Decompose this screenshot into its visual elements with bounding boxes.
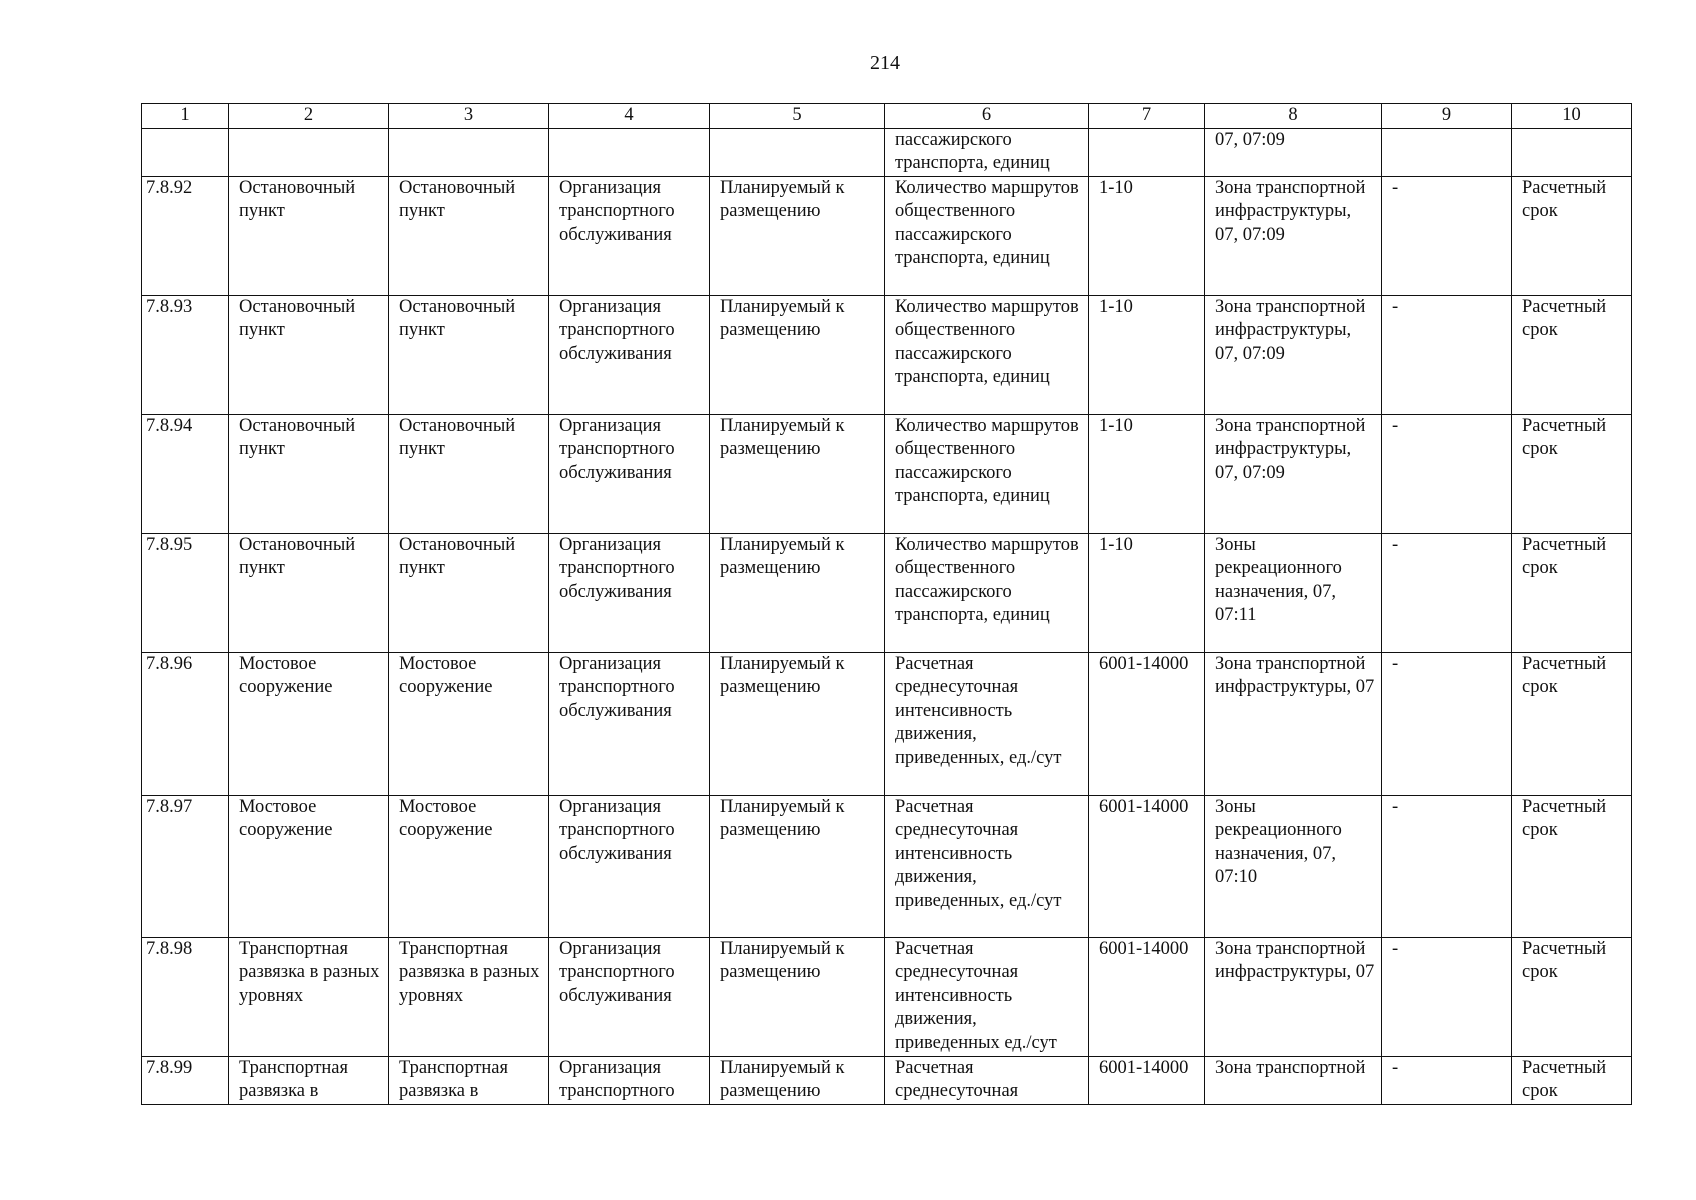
table-cell: Количество маршрутов общественного пассажирского транспорта, единиц [885, 533, 1089, 652]
table-cell: Мостовое сооружение [229, 795, 389, 937]
table-cell: - [1382, 414, 1512, 533]
column-header: 8 [1205, 104, 1382, 129]
table-cell: 6001-14000 [1089, 937, 1205, 1056]
table-cell: Мостовое сооружение [389, 795, 549, 937]
table-row [142, 176, 1632, 295]
table-row [142, 533, 1632, 652]
table-cell: Расчетный срок [1512, 652, 1632, 795]
table-cell: 7.8.97 [142, 795, 229, 937]
table-cell: - [1382, 937, 1512, 1056]
table-cell: Транспортная развязка в [389, 1056, 549, 1104]
page-number: 214 [870, 52, 900, 74]
table-row [142, 414, 1632, 533]
table-cell: Планируемый к размещению [710, 1056, 885, 1104]
table-cell [229, 128, 389, 176]
table-row [142, 295, 1632, 414]
table-cell: 7.8.99 [142, 1056, 229, 1104]
table-cell: 7.8.98 [142, 937, 229, 1056]
table-cell: 7.8.92 [142, 176, 229, 295]
table-cell: Планируемый к размещению [710, 652, 885, 795]
table-cell: 1-10 [1089, 533, 1205, 652]
table-cell [1089, 128, 1205, 176]
table-cell [549, 128, 710, 176]
table-cell: Организация транспортного обслуживания [549, 176, 710, 295]
table-cell: Планируемый к размещению [710, 414, 885, 533]
table-cell: Планируемый к размещению [710, 533, 885, 652]
table-cell: Зона транспортной инфраструктуры, 07, 07:09 [1205, 295, 1382, 414]
table-cell: Расчетная среднесуточная [885, 1056, 1089, 1104]
table-cell: Планируемый к размещению [710, 795, 885, 937]
table-cell: 6001-14000 [1089, 652, 1205, 795]
table-cell: Остановочный пункт [229, 295, 389, 414]
table-cell [389, 128, 549, 176]
column-header: 7 [1089, 104, 1205, 129]
table-cell: - [1382, 795, 1512, 937]
column-header: 10 [1512, 104, 1632, 129]
table-cell: Расчетный срок [1512, 295, 1632, 414]
table-cell: Зоны рекреационного назначения, 07, 07:10 [1205, 795, 1382, 937]
table-cell: - [1382, 176, 1512, 295]
table-cell: Мостовое сооружение [229, 652, 389, 795]
table-cell: пассажирского транспорта, единиц [885, 128, 1089, 176]
table-cell: Расчетный срок [1512, 176, 1632, 295]
table-cell: Расчетный срок [1512, 795, 1632, 937]
table-cell: Зона транспортной инфраструктуры, 07, 07:09 [1205, 176, 1382, 295]
table-cell: Количество маршрутов общественного пассажирского транспорта, единиц [885, 295, 1089, 414]
data-table [141, 103, 1632, 1105]
table-cell: - [1382, 295, 1512, 414]
table-cell: 6001-14000 [1089, 795, 1205, 937]
table-cell: Организация транспортного обслуживания [549, 295, 710, 414]
table-cell: - [1382, 652, 1512, 795]
column-header: 1 [142, 104, 229, 129]
table-cell: Транспортная развязка в [229, 1056, 389, 1104]
table-cell: Остановочный пункт [389, 295, 549, 414]
table-cell: - [1382, 533, 1512, 652]
table-cell: Расчетный срок [1512, 533, 1632, 652]
table-cell: Зона транспортной инфраструктуры, 07 [1205, 937, 1382, 1056]
table-cell: Планируемый к размещению [710, 176, 885, 295]
table-cell [142, 128, 229, 176]
table-cell: Остановочный пункт [389, 533, 549, 652]
table-cell: Мостовое сооружение [389, 652, 549, 795]
header-row [142, 104, 1632, 129]
table-cell: Транспортная развязка в разных уровнях [229, 937, 389, 1056]
table-row [142, 128, 1632, 176]
table-cell: Остановочный пункт [229, 414, 389, 533]
table-cell: Зона транспортной [1205, 1056, 1382, 1104]
table-cell: Организация транспортного обслуживания [549, 533, 710, 652]
table-row [142, 795, 1632, 937]
table-cell: Транспортная развязка в разных уровнях [389, 937, 549, 1056]
table-cell: Зона транспортной инфраструктуры, 07 [1205, 652, 1382, 795]
table-cell: 7.8.95 [142, 533, 229, 652]
table-cell: Зона транспортной инфраструктуры, 07, 07:09 [1205, 414, 1382, 533]
table-cell: Остановочный пункт [389, 414, 549, 533]
table-cell: Остановочный пункт [229, 176, 389, 295]
table-cell: 1-10 [1089, 295, 1205, 414]
table-cell: Организация транспортного обслуживания [549, 795, 710, 937]
column-header: 2 [229, 104, 389, 129]
table-cell: Остановочный пункт [389, 176, 549, 295]
table-cell: 7.8.94 [142, 414, 229, 533]
table-cell: Зоны рекреационного назначения, 07, 07:11 [1205, 533, 1382, 652]
table-cell: Расчетный срок [1512, 937, 1632, 1056]
table-cell [1382, 128, 1512, 176]
table-cell: Расчетный срок [1512, 414, 1632, 533]
table-cell: 1-10 [1089, 414, 1205, 533]
column-header: 4 [549, 104, 710, 129]
table-row [142, 1056, 1632, 1104]
column-header: 9 [1382, 104, 1512, 129]
table-cell: 7.8.96 [142, 652, 229, 795]
table-cell: Расчетная среднесуточная интенсивность движения, приведенных ед./сут [885, 937, 1089, 1056]
table-cell: - [1382, 1056, 1512, 1104]
column-header: 5 [710, 104, 885, 129]
table-cell [710, 128, 885, 176]
table-cell: Количество маршрутов общественного пассажирского транспорта, единиц [885, 414, 1089, 533]
table-cell: Планируемый к размещению [710, 937, 885, 1056]
table-row [142, 652, 1632, 795]
table-cell: Расчетный срок [1512, 1056, 1632, 1104]
table-body [142, 128, 1632, 1104]
table-cell: 07, 07:09 [1205, 128, 1382, 176]
table-cell [1512, 128, 1632, 176]
table-cell: 7.8.93 [142, 295, 229, 414]
column-header: 3 [389, 104, 549, 129]
table-cell: Организация транспортного обслуживания [549, 652, 710, 795]
table-cell: Расчетная среднесуточная интенсивность движения, приведенных, ед./сут [885, 795, 1089, 937]
table-cell: Организация транспортного обслуживания [549, 937, 710, 1056]
table-cell: Организация транспортного [549, 1056, 710, 1104]
table-cell: Остановочный пункт [229, 533, 389, 652]
table-row [142, 937, 1632, 1056]
table-cell: 6001-14000 [1089, 1056, 1205, 1104]
table-cell: Количество маршрутов общественного пассажирского транспорта, единиц [885, 176, 1089, 295]
table-cell: Планируемый к размещению [710, 295, 885, 414]
table-cell: Расчетная среднесуточная интенсивность движения, приведенных, ед./сут [885, 652, 1089, 795]
table-header [142, 104, 1632, 129]
table-cell: 1-10 [1089, 176, 1205, 295]
column-header: 6 [885, 104, 1089, 129]
table-cell: Организация транспортного обслуживания [549, 414, 710, 533]
